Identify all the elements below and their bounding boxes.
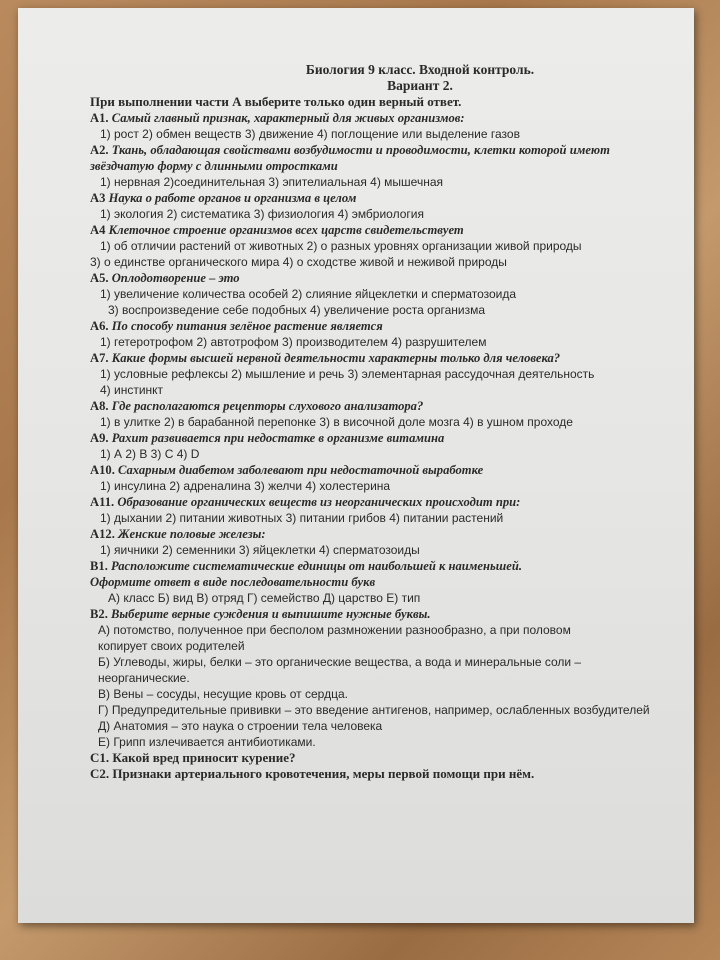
test-content <box>90 62 670 782</box>
question-b2-item: Б) Углеводы, жиры, белки – это органические вещества, а вода и минеральные соли – <box>98 655 582 669</box>
part-a-questions <box>90 110 670 558</box>
question-a8-options: 1) в улитке 2) в барабанной перепонке 3) в височной доле мозга 4) в ушном проходе <box>100 415 573 429</box>
question-b1-options: А) класс Б) вид В) отряд Г) семейство Д) царство Е) тип <box>108 591 421 605</box>
question-b2-item: В) Вены – сосуды, несущие кровь от сердца. <box>98 687 348 701</box>
question-a7-options: 1) условные рефлексы 2) мышление и речь 3) элементарная рассудочная деятельность <box>100 367 595 381</box>
question-a11-options: 1) дыхании 2) питании животных 3) питании грибов 4) питании растений <box>100 511 504 525</box>
question-a12-options: 1) яичники 2) семенники 3) яйцеклетки 4) сперматозоиды <box>100 543 420 557</box>
instruction: При выполнении части А выберите только один верный ответ. <box>90 94 462 109</box>
paper-sheet <box>18 8 694 923</box>
question-b2-item: Е) Грипп излечивается антибиотиками. <box>98 735 316 749</box>
question-a1-options: 1) рост 2) обмен веществ 3) движение 4) поглощение или выделение газов <box>100 127 520 141</box>
question-b2-item: копирует своих родителей <box>98 639 245 653</box>
question-a7-options: 4) инстинкт <box>100 383 164 397</box>
question-a4-options: 1) об отличии растений от животных 2) о разных уровнях организации живой природы <box>100 239 582 253</box>
question-a11: А11. Образование органических веществ из неорганических происходит при: <box>90 495 521 509</box>
header-title: Биология 9 класс. Входной контроль. <box>305 62 535 77</box>
question-a3: А3 Наука о работе органов и организма в целом <box>90 191 357 205</box>
question-a10: А10. Сахарным диабетом заболевают при недостаточной выработке <box>90 463 484 477</box>
question-a1: А1. Самый главный признак, характерный для живых организмов: <box>90 111 465 125</box>
question-a3-options: 1) экология 2) систематика 3) физиология 4) эмбриология <box>100 207 424 221</box>
question-b2-item: неорганические. <box>98 671 190 685</box>
question-a2-options: 1) нервная 2)соединительная 3) эпителиальная 4) мышечная <box>100 175 443 189</box>
question-b2-items <box>90 622 670 750</box>
question-b1: В1. Расположите систематические единицы от наибольшей к наименьшей. <box>90 559 522 573</box>
question-b2-item: А) потомство, полученное при бесполом размножении разнообразно, а при половом <box>98 623 571 637</box>
question-b1-instruction: Оформите ответ в виде последовательности букв <box>90 575 376 589</box>
question-b2-item: Д) Анатомия – это наука о строении тела человека <box>98 719 383 733</box>
question-a9: А9. Рахит развивается при недостатке в организме витамина <box>90 431 445 445</box>
question-a6-options: 1) гетеротрофом 2) автотрофом 3) производителем 4) разрушителем <box>100 335 487 349</box>
question-c2: С2. Признаки артериального кровотечения, меры первой помощи при нём. <box>90 766 535 781</box>
question-a4: А4 Клеточное строение организмов всех царств свидетельствует <box>90 223 464 237</box>
header-variant: Вариант 2. <box>387 78 453 93</box>
question-a9-options: 1) А 2) В 3) С 4) D <box>100 447 200 461</box>
question-a5-options: 3) воспроизведение себе подобных 4) увеличение роста организма <box>108 303 486 317</box>
question-a2: А2. Ткань, обладающая свойствами возбудимости и проводимости, клетки которой имеют звёздчатую форму с длинными отростками <box>90 143 610 173</box>
question-a8: А8. Где располагаются рецепторы слухового анализатора? <box>90 399 424 413</box>
question-b2: В2. Выберите верные суждения и выпишите нужные буквы. <box>90 607 431 621</box>
question-b2-item: Г) Предупредительные прививки – это введение антигенов, например, ослабленных возбудителей <box>98 703 650 717</box>
question-a5-options: 1) увеличение количества особей 2) слияние яйцеклетки и сперматозоида <box>100 287 517 301</box>
question-a6: А6. По способу питания зелёное растение является <box>90 319 383 333</box>
question-a7: А7. Какие формы высшей нервной деятельности характерны только для человека? <box>90 351 561 365</box>
question-c1: С1. Какой вред приносит курение? <box>90 750 296 765</box>
question-a12: А12. Женские половые железы: <box>90 527 266 541</box>
question-a4-options: 3) о единстве органического мира 4) о сходстве живой и неживой природы <box>90 255 507 269</box>
question-a10-options: 1) инсулина 2) адреналина 3) желчи 4) холестерина <box>100 479 391 493</box>
question-a5: А5. Оплодотворение – это <box>90 271 240 285</box>
